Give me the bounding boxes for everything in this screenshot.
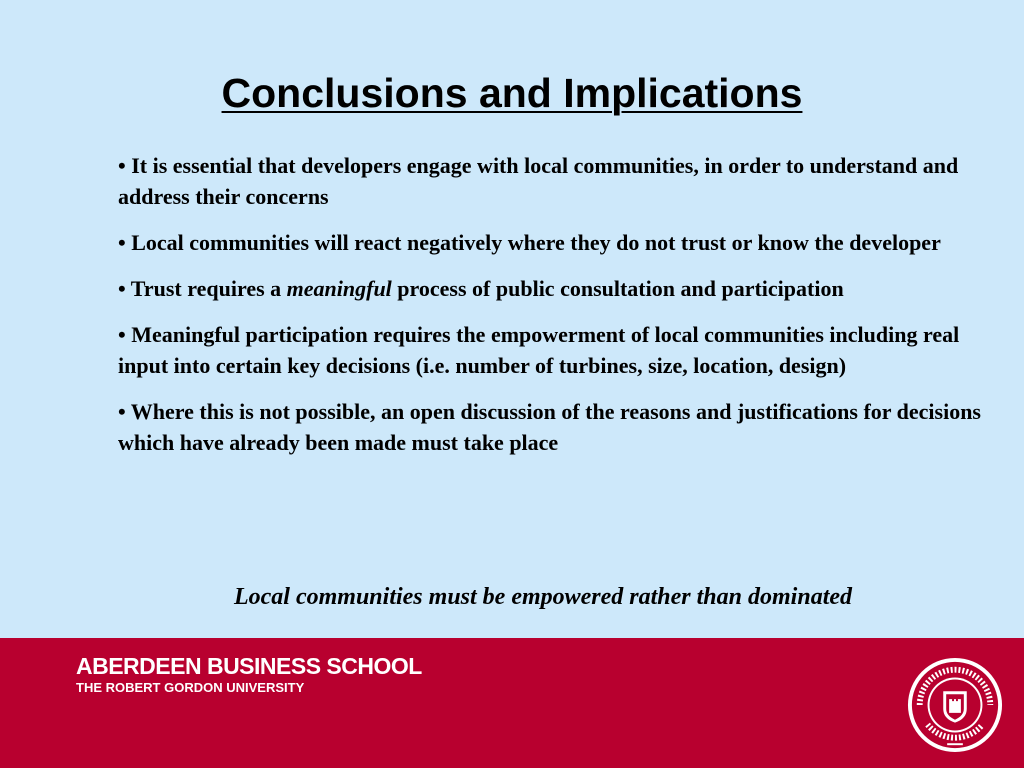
bullet-text: • Trust requires a	[118, 276, 287, 301]
bullet-item: • It is essential that developers engage with local communities, in order to understand and address their concerns	[118, 153, 959, 209]
bullet-item: • Where this is not possible, an open discussion of the reasons and justifications for decisions which have already been made must take place	[118, 399, 981, 455]
university-crest-logo	[906, 656, 1004, 754]
school-name: ABERDEEN BUSINESS SCHOOL	[76, 653, 422, 679]
bullet-list	[118, 150, 998, 473]
bullet-item	[118, 273, 998, 304]
slide-title: Conclusions and Implications	[221, 70, 803, 116]
tagline: Local communities must be empowered rather than dominated	[233, 584, 853, 610]
bullet-text: process of public consultation and participation	[391, 276, 844, 301]
university-name: THE ROBERT GORDON UNIVERSITY	[76, 680, 305, 695]
bullet-item: • Meaningful participation requires the empowerment of local communities including real input into certain key decisions (i.e. number of turbines, size, location, design)	[118, 322, 960, 378]
bullet-item: • Local communities will react negatively where they do not trust or know the developer	[118, 230, 941, 255]
bullet-emphasis: meaningful	[286, 276, 392, 301]
